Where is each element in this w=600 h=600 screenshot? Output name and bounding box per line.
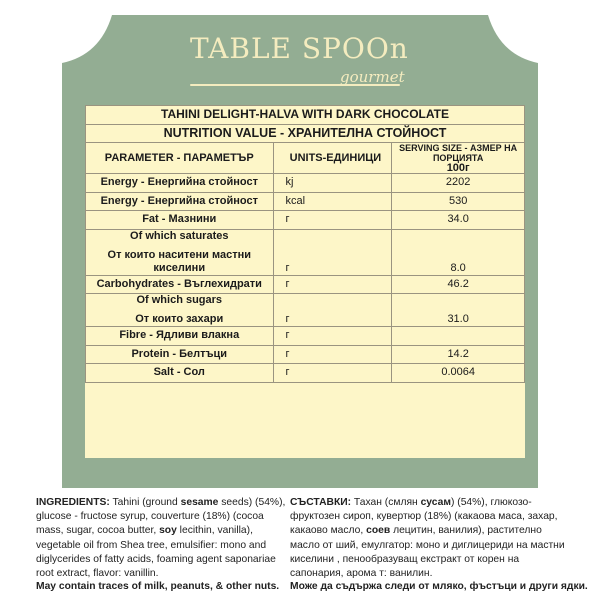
table-row (86, 211, 525, 230)
row-unit: kj (273, 174, 392, 193)
allergen-warning-en: May contain traces of milk, peanuts, & other nuts. (36, 581, 280, 592)
row-value: 46.2 (392, 275, 525, 294)
nutrition-heading-row (86, 124, 525, 143)
row-unit: г (273, 211, 392, 230)
table-row (86, 192, 525, 211)
table-row (86, 294, 525, 327)
table-row (86, 174, 525, 193)
row-value: 8.0 (392, 229, 525, 275)
ingredients-bg (290, 496, 572, 581)
nutrition-heading: NUTRITION VALUE - ХРАНИТЕЛНА СТОЙНОСТ (86, 124, 525, 143)
table-row (86, 275, 525, 294)
row-param: Fat - Мазнини (86, 211, 274, 230)
product-title: TAHINI DELIGHT-HALVA WITH DARK CHOCOLATE (86, 106, 525, 125)
row-unit: г (273, 327, 392, 346)
row-value: 530 (392, 192, 525, 211)
row-unit: kcal (273, 192, 392, 211)
ingredients-en-label: INGREDIENTS: (36, 497, 110, 508)
table-row (86, 229, 525, 275)
row-param: Protein - Белтъци (86, 345, 274, 364)
ingredients-bg-text: Тахан (смлян (351, 497, 421, 508)
header-serving (392, 143, 525, 174)
row-param-en: Of which sugars (136, 294, 223, 306)
header-parameter: PARAMETER - ПАРАМЕТЪР (86, 143, 274, 174)
brand-logo (190, 32, 410, 90)
row-value: 0.0064 (392, 364, 525, 383)
row-value (392, 327, 525, 346)
row-param (86, 229, 274, 275)
row-param-bg: От които наситени мастни киселини (107, 248, 252, 274)
row-unit: г (273, 229, 392, 275)
header-row (86, 143, 525, 174)
allergen-soy-en: soy (159, 525, 177, 537)
row-value: 31.0 (392, 294, 525, 327)
row-param-bg: От които захари (135, 313, 224, 325)
row-value: 34.0 (392, 211, 525, 230)
row-unit: г (273, 345, 392, 364)
row-unit: г (273, 294, 392, 327)
allergen-sesame-bg: сусам (420, 497, 451, 508)
ingredients-bg-text: ) (54%), глюкозо-фруктозен сироп, кувертюр (18%) (какаова маса, захар, какаово масло, (290, 497, 558, 537)
row-param: Fibre - Ядливи влакна (86, 327, 274, 346)
row-param: Energy - Енергийна стойност (86, 192, 274, 211)
serving-amount: 100г (446, 162, 470, 174)
ingredients-en-text: lecithin, vanilla), vegetable oil from Shea tree, emulsifier: mono and diglycerides of fatty acids, foaming agent saponariae root extract, flavor: vanillin. (36, 525, 276, 580)
logo-main-text: TABLE SPOOn (190, 32, 409, 65)
table-row (86, 345, 525, 364)
allergen-soy-bg: соев (366, 525, 391, 537)
ingredients-bg-label: СЪСТАВКИ: (290, 497, 352, 508)
row-param: Energy - Енергийна стойност (86, 174, 274, 193)
table-row (86, 364, 525, 383)
ingredients-en (36, 496, 286, 581)
table-row (86, 327, 525, 346)
row-param-en: Of which saturates (130, 229, 229, 242)
logo-script-text: gourmet (340, 68, 405, 86)
ingredients-bg-text: лецитин, ванилия), растително масло от ший, емулгатор: моно и диглицериди на мастни киселини , пенообразуващ екстракт от корен на сапонария, арома т: ванилин. (290, 525, 565, 580)
row-unit: г (273, 364, 392, 383)
row-param: Salt - Сол (86, 364, 274, 383)
row-value: 2202 (392, 174, 525, 193)
nutrition-table (85, 105, 525, 383)
ingredients-en-text: seeds) (54%), glucose - fructose syrup, couverture (18%) (cocoa mass, sugar, cocoa butter, (36, 497, 286, 537)
row-unit: г (273, 275, 392, 294)
row-value: 14.2 (392, 345, 525, 364)
row-param (86, 294, 274, 327)
allergen-warning-bg: Може да съдържа следи от мляко, фъстъци и други ядки. (290, 581, 588, 592)
header-units: UNITS-ЕДИНИЦИ (273, 143, 392, 174)
serving-size-label: SERVING SIZE - АЗМЕР НА ПОРЦИЯТА (399, 143, 518, 163)
product-title-row (86, 106, 525, 125)
nutrition-panel (85, 105, 525, 458)
allergen-sesame-en: sesame (180, 497, 219, 508)
row-param: Carbohydrates - Въглехидрати (86, 275, 274, 294)
ingredients-en-text: Tahini (ground (109, 497, 181, 508)
